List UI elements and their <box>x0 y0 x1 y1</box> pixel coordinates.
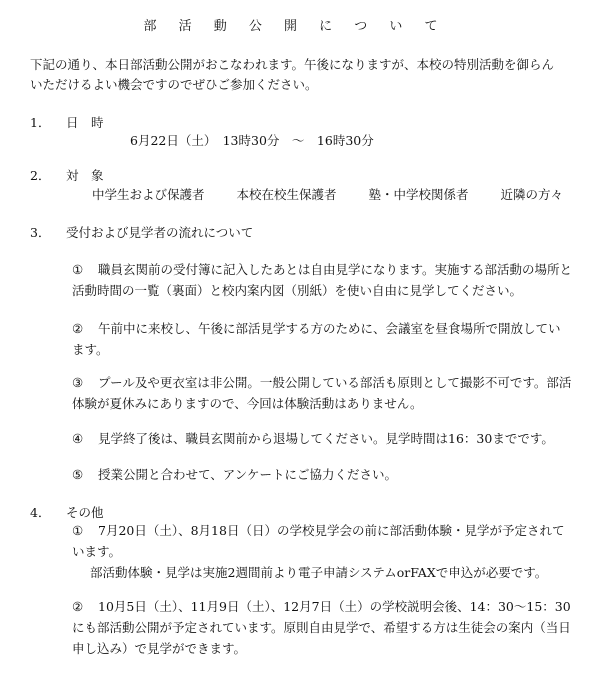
item-text: 職員玄関前の受付簿に記入したあとは自由見学になります。実施する部活動の場所と活動時間の一覧（裏面）と校内案内図（別紙）を使い自由に見学してください。 <box>72 262 573 298</box>
target-item: 中学生および保護者 <box>92 187 205 202</box>
item-marker: ① <box>72 523 84 538</box>
section-2-heading <box>30 168 104 185</box>
target-item: 本校在校生保護者 <box>236 187 337 202</box>
section-3-heading <box>30 225 253 242</box>
intro-paragraph: 下記の通り、本日部活動公開がおこなわれます。午後になりますが、本校の特別活動を御らんいただけるよい機会ですのでぜひご参加ください。 <box>30 57 555 92</box>
section-1-label: 日 時 <box>66 115 104 130</box>
section-2-target-list <box>92 187 563 204</box>
section-2-label: 対 象 <box>66 168 104 183</box>
section-4-item-2 <box>72 596 572 659</box>
section-3-item-2 <box>72 318 572 360</box>
target-item: 近隣の方々 <box>500 187 564 202</box>
item-marker: ③ <box>72 375 84 390</box>
section-1-number: 1． <box>30 115 51 130</box>
item-text: 午前中に来校し、午後に部活見学する方のために、会議室を昼食場所で開放しています。 <box>72 321 561 357</box>
document-title: 部 活 動 公 開 に つ い て <box>143 19 447 34</box>
section-4-item-1-note: 部活動体験・見学は実施2週間前より電子申請システムorFAXで申込が必要です。 <box>90 565 548 580</box>
item-text: プール及や更衣室は非公開。一般公開している部活も原則として撮影不可です。部活体験が夏休みにありますので、今回は体験活動はありません。 <box>72 375 572 411</box>
section-2-number: 2． <box>30 168 51 183</box>
section-1-heading <box>30 115 104 132</box>
section-3-item-1 <box>72 259 572 301</box>
item-marker: ④ <box>72 431 84 446</box>
item-marker: ② <box>72 321 84 336</box>
section-4-number: 4． <box>30 505 51 520</box>
section-3-item-5 <box>72 464 572 485</box>
section-4-label: その他 <box>66 505 104 520</box>
section-3-item-3 <box>72 372 572 414</box>
section-3-item-4 <box>72 428 572 449</box>
item-marker: ② <box>72 599 84 614</box>
target-item: 塾・中学校関係者 <box>368 187 469 202</box>
section-4-item-1 <box>72 520 572 562</box>
item-text: 見学終了後は、職員玄関前から退場してください。見学時間は16：30までです。 <box>98 431 554 446</box>
item-text: 7月20日（土）、8月18日（日）の学校見学会の前に部活動体験・見学が予定されています。 <box>72 523 565 559</box>
section-3-number: 3． <box>30 225 51 240</box>
section-1-datetime: 6月22日（土） 13時30分 ～ 16時30分 <box>130 133 374 148</box>
item-marker: ① <box>72 262 84 277</box>
section-3-label: 受付および見学者の流れについて <box>66 225 254 240</box>
item-text: 10月5日（土）、11月9日（土）、12月7日（土）の学校説明会後、14：30～15：30にも部活動公開が予定されています。原則自由見学で、希望する方は生徒会の案内（当日申し込み）で見学ができます。 <box>72 599 571 656</box>
item-marker: ⑤ <box>72 467 84 482</box>
item-text: 授業公開と合わせて、アンケートにご協力ください。 <box>98 467 398 482</box>
